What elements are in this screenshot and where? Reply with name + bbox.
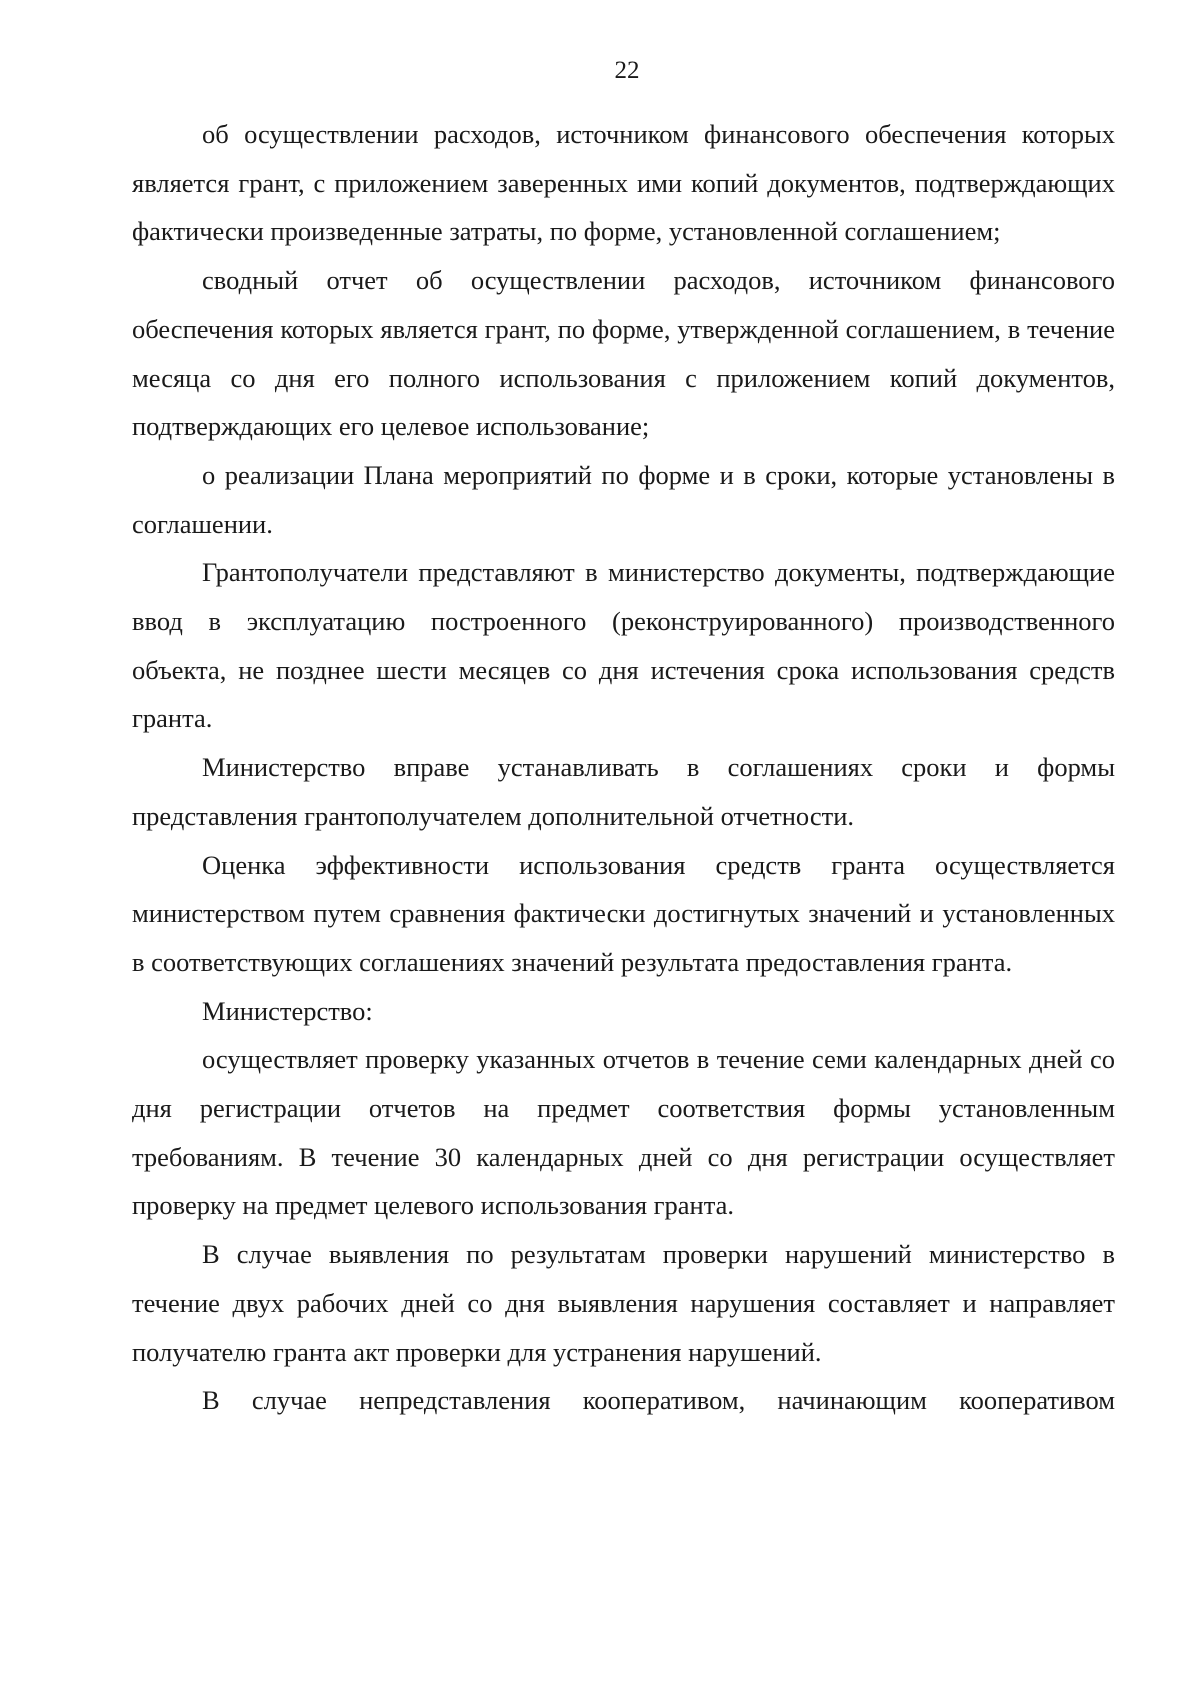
page-number: 22 xyxy=(614,57,640,84)
paragraph-report-verification: осуществляет проверку указанных отчетов в течение семи календарных дней со дня регистрации отчетов на предмет соответствия формы установленным требованиям. В течение 30 календарных дней со дня регистрации осуществляет проверку на предмет целевого использования гранта. xyxy=(132,1044,1115,1221)
paragraph-commissioning-documents: Грантополучатели представляют в министерство документы, подтверждающие ввод в эксплуатацию построенного (реконструированного) производственного объекта, не позднее шести месяцев со дня истечения срока использования средств гранта. xyxy=(132,557,1115,734)
paragraph-summary-report: сводный отчет об осуществлении расходов, источником финансового обеспечения которых является грант, по форме, утвержденной соглашением, в течение месяца со дня его полного использования с приложением копий документов, подтверждающих его целевое использование; xyxy=(132,265,1115,442)
paragraph-violations: В случае выявления по результатам проверки нарушений министерство в течение двух рабочих дней со дня выявления нарушения составляет и направляет получателю гранта акт проверки для устранения нарушений. xyxy=(132,1239,1115,1367)
paragraph-non-submission: В случае непредставления кооперативом, начинающим кооперативом xyxy=(202,1385,1115,1416)
paragraph-action-plan: о реализации Плана мероприятий по форме и в сроки, которые установлены в соглашении. xyxy=(132,459,1115,539)
paragraph-efficiency-evaluation: Оценка эффективности использования средств гранта осуществляется министерством путем сравнения фактически достигнутых значений и установленных в соответствующих соглашениях значений результата предоставления гранта. xyxy=(132,849,1115,977)
paragraph-additional-reporting: Министерство вправе устанавливать в соглашениях сроки и формы представления грантополучателем дополнительной отчетности. xyxy=(132,752,1115,831)
paragraph-ministry-heading: Министерство: xyxy=(202,995,373,1026)
paragraph-reporting-expenses: об осуществлении расходов, источником финансового обеспечения которых является грант, с приложением заверенных ими копий документов, подтверждающих фактически произведенные затраты, по форме, установленной соглашением; xyxy=(132,119,1115,247)
body-text xyxy=(132,110,1115,1425)
